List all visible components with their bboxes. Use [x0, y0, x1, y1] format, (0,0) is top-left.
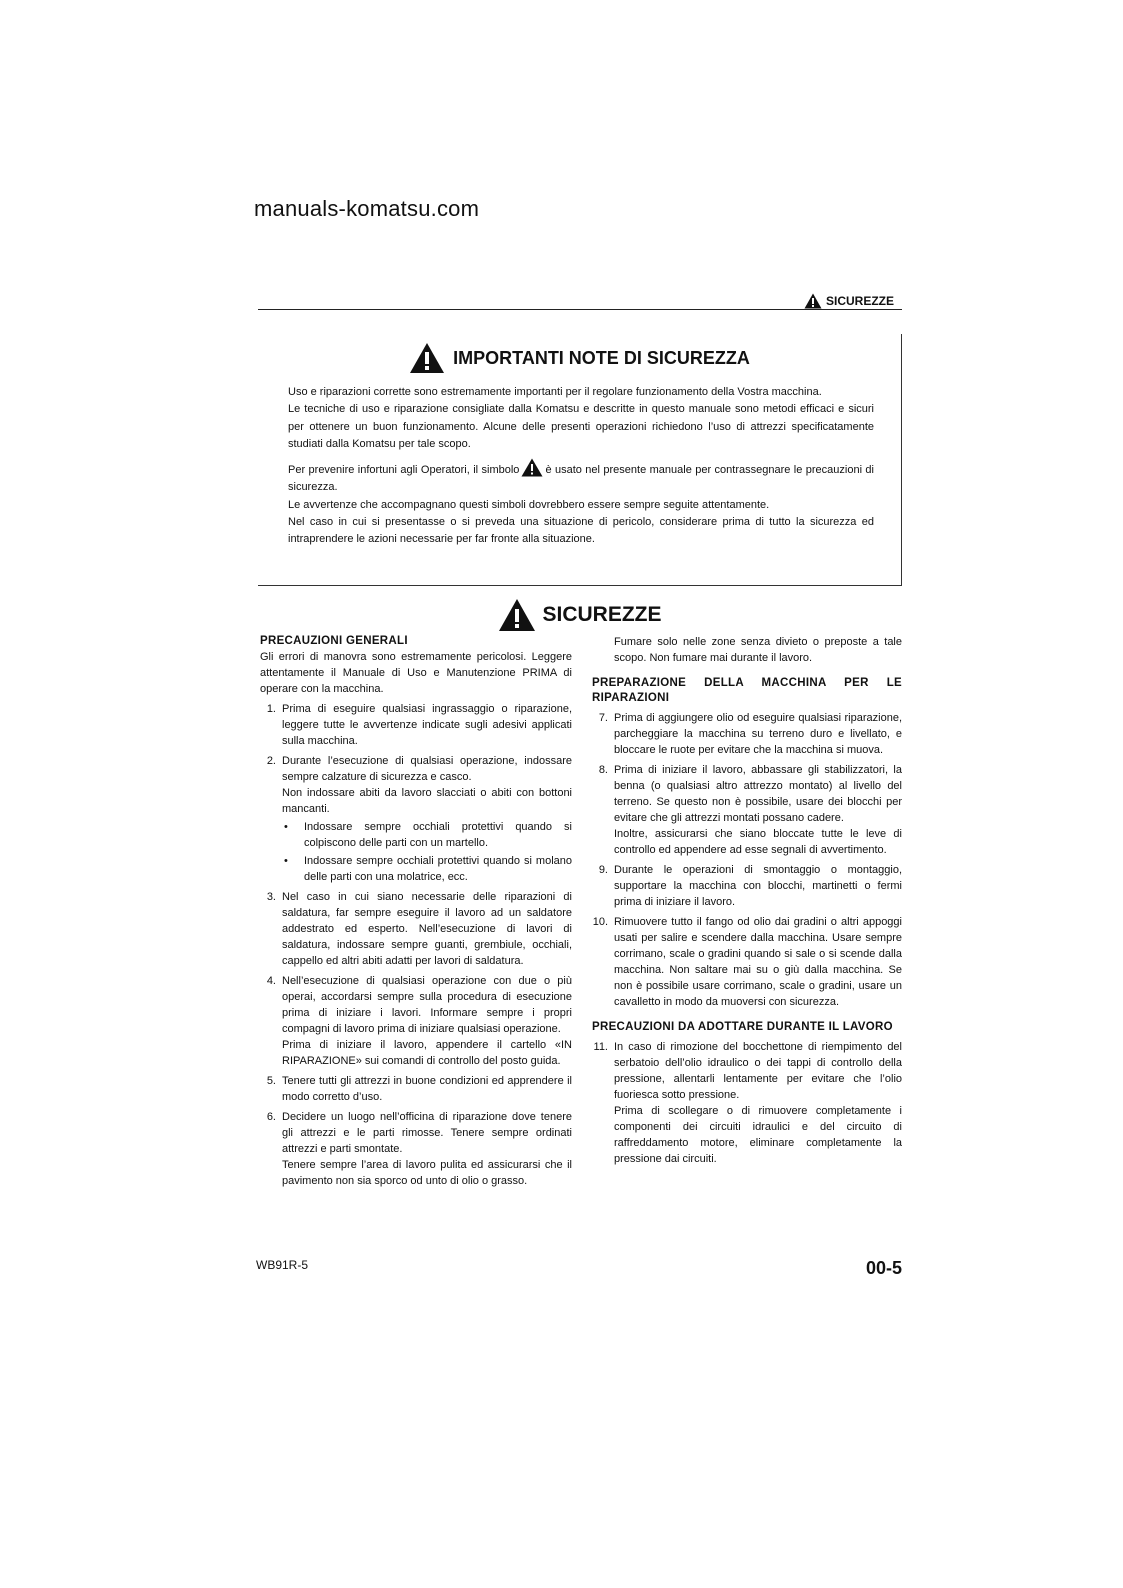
important-notes-title [258, 342, 901, 374]
item-text: Prima di eseguire qualsiasi ingrassaggio o riparazione, leggere tutte le avvertenze indicate sugli adesivi applicati sulla macchina. [282, 703, 572, 747]
section-heading: SICUREZZE [542, 603, 662, 626]
warning-triangle-icon [409, 342, 445, 374]
item-number: 4. [266, 975, 276, 987]
item-number: 7. [598, 712, 608, 724]
item-text: Rimuovere tutto il fango od olio dai gradini o altri appoggi usati per salire e scendere dalla macchina. Usare sempre corrimano, scale o gradini quando si sale o si scende dalla macchina. Non saltare mai su o giù dalla macchina. Se non è possibile usare corrimano, scale o gradini, usare un cavalletto in modo da muoversi con sicurezza. [614, 916, 902, 1008]
item-number: 11. [593, 1041, 608, 1053]
important-notes-heading: IMPORTANTI NOTE DI SICUREZZA [453, 347, 750, 368]
item-text: Durante l’esecuzione di qualsiasi operazione, indossare sempre calzature di sicurezza e casco. [282, 755, 572, 783]
paragraph-text: Per prevenire infortuni agli Operatori, il simbolo [288, 464, 520, 477]
item-number: 5. [266, 1075, 276, 1087]
item-text: Prima di scollegare o di rimuovere completamente i componenti dei circuiti idraulici e del circuito di raffreddamento motore, eliminare completamente la pressione dai circuiti. [614, 1105, 902, 1165]
left-column [260, 634, 572, 1189]
item-number: 6. [266, 1111, 276, 1123]
section-title [258, 598, 902, 632]
item-text: Prima di aggiungere olio od eseguire qualsiasi riparazione, parcheggiare la macchina su terreno duro e livellato, e bloccare le ruote per evitare che la macchina si muova. [614, 712, 902, 756]
item-text: Inoltre, assicurarsi che siano bloccate tutte le leve di controllo ed appendere ad esse segnali di avvertimento. [614, 828, 902, 856]
list-item [260, 753, 572, 885]
item-number: 9. [598, 864, 608, 876]
bullet-text: Indossare sempre occhiali protettivi quando si colpiscono delle parti con un martello. [304, 821, 572, 849]
item-text: Tenere sempre l’area di lavoro pulita ed assicurarsi che il pavimento non sia sporco od unto di olio o grasso. [282, 1159, 572, 1187]
header-rule [258, 309, 902, 310]
running-header [804, 293, 894, 309]
subheading: PREPARAZIONE DELLA MACCHINA PER LE RIPARAZIONI [592, 677, 902, 704]
paragraph: Le avvertenze che accompagnano questi simboli dovrebbero essere sempre seguite attentamente. [288, 498, 770, 511]
paragraph [288, 458, 874, 497]
item-text: Non indossare abiti da lavoro slacciati o abiti con bottoni mancanti. [282, 787, 572, 815]
warning-triangle-icon [804, 293, 822, 309]
item-text: Nel caso in cui siano necessarie delle riparazioni di saldatura, far sempre eseguire il lavoro ad un saldatore addestrato ed esperto. Nell’esecuzione di lavori di saldatura, indossare sempre guanti, grembiule, occhiali, cappello ed altri abiti adatti per lavori di saldatura. [282, 891, 572, 967]
bullet-item: • Indossare sempre occhiali protettivi quando si molano delle parti con una molatrice, ecc. [284, 855, 572, 883]
list-item [592, 914, 902, 1010]
item-number: 8. [598, 764, 608, 776]
subheading: PRECAUZIONI DA ADOTTARE DURANTE IL LAVORO [592, 1021, 893, 1033]
item-text: Tenere tutti gli attrezzi in buone condizioni ed apprendere il modo corretto d’uso. [282, 1075, 572, 1103]
item-number: 10. [592, 916, 608, 928]
item-number: 1. [266, 703, 276, 715]
bullet-list [282, 819, 572, 885]
bullet-item: • Indossare sempre occhiali protettivi quando si colpiscono delle parti con un martello. [284, 821, 572, 849]
numbered-list [260, 701, 572, 1189]
item-text: In caso di rimozione del bocchettone di riempimento del serbatoio dell’olio idraulico o dei tappi di controllo della pressione, allentarli lentamente per evitare che l’olio fuoriesca sotto pressione. [614, 1041, 902, 1101]
paragraph: Le tecniche di uso e riparazione consigliate dalla Komatsu e descritte in questo manuale sono metodi efficaci e sicuri per ottenere un buon funzionamento. Alcune delle presenti operazioni richiedono l’uso di attrezzi specificatamente studiati dalla Komatsu per tale scopo. [288, 403, 874, 450]
right-column [592, 634, 902, 1167]
bullet-text: Indossare sempre occhiali protettivi quando si molano delle parti con una molatrice, ecc. [304, 855, 572, 883]
item-number: 2. [266, 755, 276, 767]
list-item [260, 973, 572, 1069]
item-text: Nell’esecuzione di qualsiasi operazione con due o più operai, accordarsi sempre sulla procedura di esecuzione prima di iniziare i lavori. Informare sempre i propri compagni di lavoro prima di iniziare qualsiasi operazione. [282, 975, 572, 1035]
list-item [260, 1109, 572, 1189]
item-number: 3. [266, 891, 276, 903]
list-item [260, 889, 572, 969]
numbered-list [592, 710, 902, 1010]
running-header-label: SICUREZZE [826, 294, 895, 308]
item-text: Prima di iniziare il lavoro, abbassare gli stabilizzatori, la benna (o qualsiasi altro attrezzo montato) al livello del terreno. Se questo non è possibile, usare dei blocchi per evitare che gli attrezzi montati possano cadere. [614, 764, 902, 824]
numbered-list [592, 1039, 902, 1167]
subheading: PRECAUZIONI GENERALI [260, 635, 408, 647]
warning-triangle-icon [498, 598, 536, 632]
warning-triangle-icon [521, 458, 543, 477]
list-item [260, 1073, 572, 1105]
important-notes-box [258, 334, 902, 586]
paragraph: Gli errori di manovra sono estremamente pericolosi. Leggere attentamente il Manuale di Uso e Manutenzione PRIMA di operare con la macchina. [260, 651, 572, 695]
list-item [592, 862, 902, 910]
paragraph: Nel caso in cui si presentasse o si preveda una situazione di pericolo, considerare prima di tutto la sicurezza ed intraprendere le azioni necessarie per far fronte alla situazione. [288, 516, 874, 546]
watermark-url: manuals-komatsu.com [254, 196, 480, 221]
item-text: Decidere un luogo nell’officina di riparazione dove tenere gli attrezzi e le parti rimosse. Tenere sempre ordinati attrezzi e parti smontate. [282, 1111, 572, 1155]
paragraph: Fumare solo nelle zone senza divieto o preposte a tale scopo. Non fumare mai durante il lavoro. [614, 636, 902, 664]
page-number: 00-5 [865, 1258, 902, 1278]
list-item [260, 701, 572, 749]
item-text: Prima di iniziare il lavoro, appendere il cartello «IN RIPARAZIONE» sui comandi di controllo del posto guida. [282, 1039, 572, 1067]
paragraph-text: è usato nel presente manuale per contrassegnare le precauzioni di sicurezza. [288, 464, 874, 494]
item-text: Durante le operazioni di smontaggio o montaggio, supportare la macchina con blocchi, martinetti o fermi prima di iniziare il lavoro. [614, 864, 902, 908]
list-item [592, 710, 902, 758]
list-item [592, 1039, 902, 1167]
footer-model: WB91R-5 [256, 1258, 309, 1272]
paragraph: Uso e riparazioni corrette sono estremamente importanti per il regolare funzionamento della Vostra macchina. [288, 386, 822, 398]
list-item [592, 762, 902, 858]
important-notes-body [288, 384, 874, 549]
